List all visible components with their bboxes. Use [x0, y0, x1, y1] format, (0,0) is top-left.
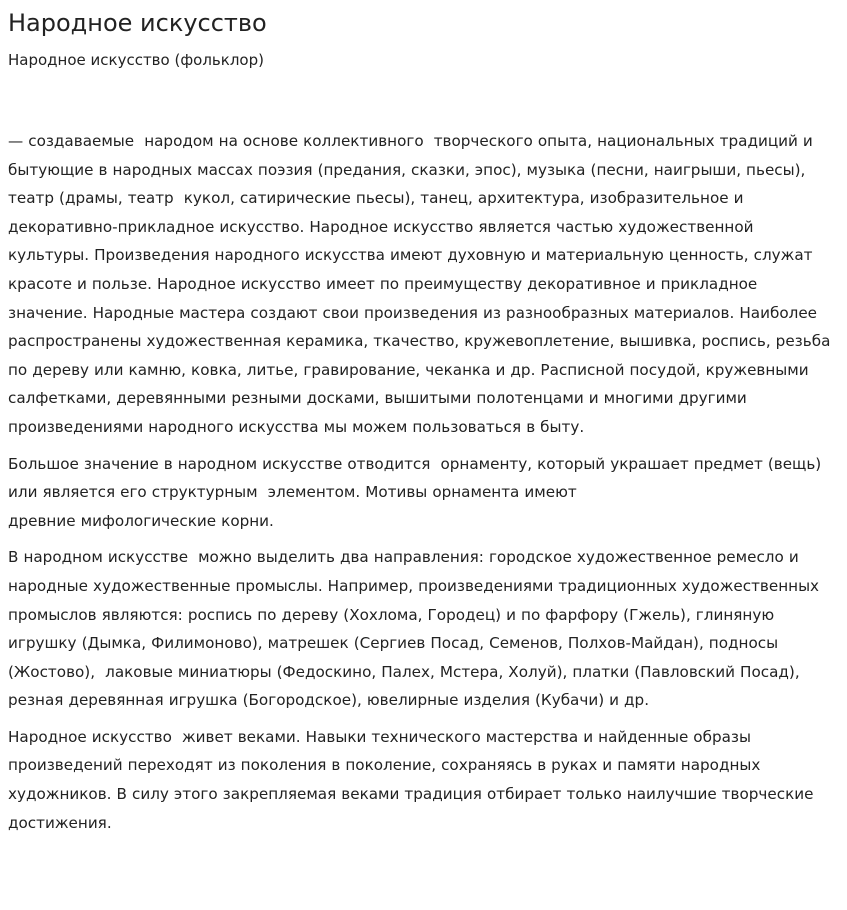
- paragraph-directions: В народном искусстве можно выделить два направления: городское художественное ремесло и народные художественные промыслы. Например, произведениями традиционных художественных промыслов являются: роспись по дереву (Хохлома, Городец) и по фарфору (Гжель), глиняную игрушку (Дымка, Филимоново), матрешек (Сергиев Посад, Семенов, Полхов-Майдан), подносы (Жостово), лаковые миниатюры (Федоскино, Палех, Мстера, Холуй), платки (Павловский Посад), резная деревянная игрушка (Богородское), ювелирные изделия (Кубачи) и др.: [8, 548, 825, 710]
- page-subtitle: Народное искусство (фольклор): [8, 51, 264, 69]
- paragraph-tradition: Народное искусство живет веками. Навыки технического мастерства и найденные образы произведений переходят из поколения в поколение, сохраняясь в руках и памяти народных художников. В силу этого закрепляемая веками традиция отбирает только наилучшие творческие достижения.: [8, 727, 819, 832]
- paragraph-definition: — создаваемые народом на основе коллективного творческого опыта, национальных традиций и бытующие в народных массах поэзия (предания, сказки, эпос), музыка (песни, наигрыши, пьесы), театр (драмы, театр кукол, сатирические пьесы), танец, архитектура, изобразительное и декоративно-прикладное искусство. Народное искусство является частью художественной культуры. Произведения народного искусства имеют духовную и материальную ценность, служат красоте и пользе. Народное искусство имеет по преимуществу декоративное и прикладное значение. Народные мастера создают свои произведения из разнообразных материалов. Наиболее распространены художественная керамика, ткачество, кружевоплетение, вышивка, роспись, резьба по дереву или камню, ковка, литье, гравирование, чеканка и др. Расписной посудой, кружевными салфетками, деревянными резными досками, вышитыми полотенцами и многими другими произведениями народного искусства мы можем пользоваться в быту.: [8, 132, 836, 436]
- paragraph-ornament: Большое значение в народном искусстве отводится орнаменту, который украшает предмет (вещь) или является его структурным элементом. Мотивы орнамента имеют древние мифологические корни.: [8, 454, 822, 530]
- page-title: Народное искусство: [8, 9, 267, 37]
- article-body: [8, 127, 839, 837]
